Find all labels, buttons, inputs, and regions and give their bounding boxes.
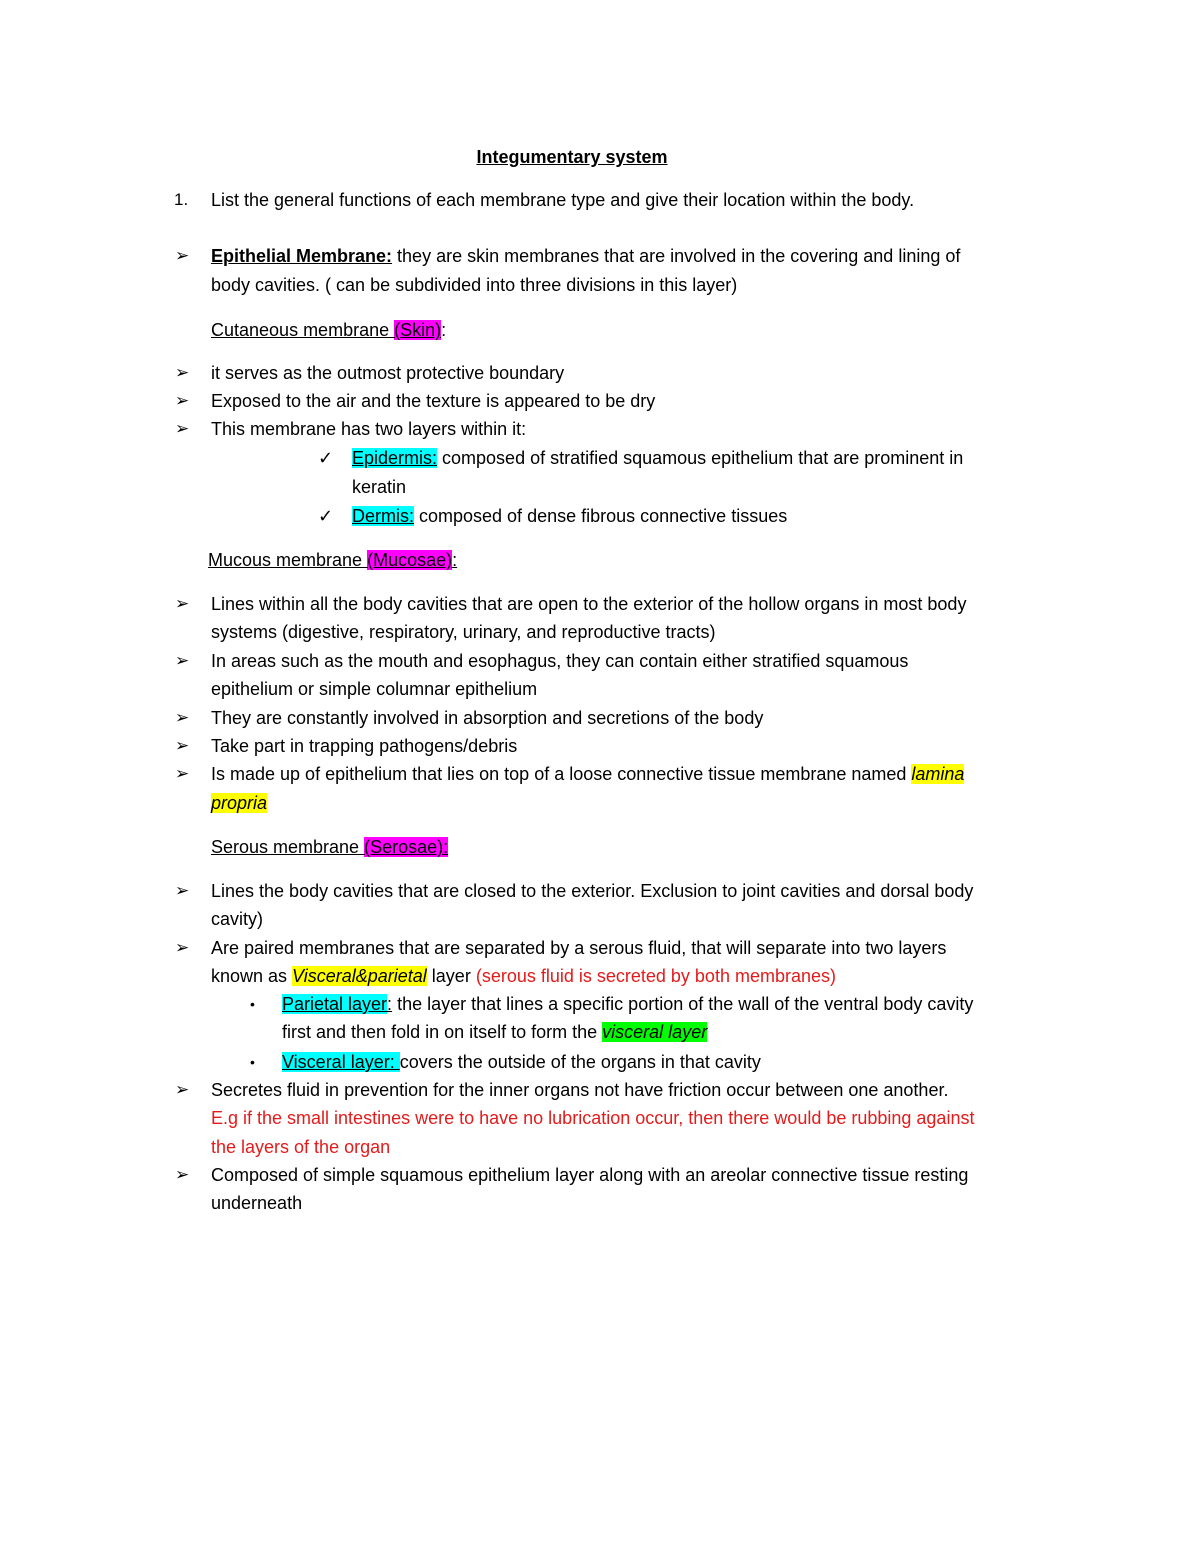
arrow-bullet-icon: ➢ [175,881,190,900]
serous-bullet-2-line-2: known as Visceral&parietal layer (serous fluid is secreted by both membranes) [211,966,836,986]
serous-bullet-2-line-1: Are paired membranes that are separated by a serous fluid, that will separate into two layers [211,938,947,958]
mucous-bullet-5-line-1: Is made up of epithelium that lies on top of a loose connective tissue membrane named lamina [211,764,965,784]
epithelial-line-2: body cavities. ( can be subdivided into three divisions in this layer) [211,275,738,295]
cutaneous-tag: (Skin) [394,320,442,340]
dot-bullet-icon: • [250,996,255,1012]
dot-bullet-icon: • [250,1054,255,1070]
question-number: 1. [174,190,189,209]
visceral-parietal-term: Visceral&parietal [292,966,427,986]
parietal-term: Parietal layer [282,994,388,1014]
mucous-bullet-5-line-2 [211,789,267,817]
mucous-bullet-1-line-1: Lines within all the body cavities that are open to the exterior of the hollow organs in most body [211,594,967,614]
epidermis-term: Epidermis: [352,448,438,468]
arrow-bullet-icon: ➢ [175,764,190,783]
mucous-bullet-2-line-1: In areas such as the mouth and esophagus, they can contain either stratified squamous [211,651,909,671]
mucous-tag: (Mucosae) [367,550,453,570]
serous-bullet-3-line-2: E.g if the small intestines were to have no lubrication occur, then there would be rubbing against [211,1108,975,1128]
visceral-layer-term: visceral layer [602,1022,708,1042]
mucous-bullet-1-line-2: systems (digestive, respiratory, urinary, and reproductive tracts) [211,622,716,642]
arrow-bullet-icon: ➢ [175,708,190,727]
arrow-bullet-icon: ➢ [175,363,190,382]
mucous-bullet-3: They are constantly involved in absorption and secretions of the body [211,708,764,728]
arrow-bullet-icon: ➢ [175,736,190,755]
dermis-term: Dermis: [352,506,414,526]
serous-bullet-1-line-1: Lines the body cavities that are closed to the exterior. Exclusion to joint cavities and dorsal body [211,881,974,901]
arrow-bullet-icon: ➢ [175,1080,190,1099]
cutaneous-bullet-2: Exposed to the air and the texture is appeared to be dry [211,391,656,411]
mucous-bullet-2-line-2: epithelium or simple columnar epithelium [211,679,538,699]
epidermis-line: Epidermis: composed of stratified squamous epithelium that are prominent in [352,448,964,468]
arrow-bullet-icon: ➢ [175,391,190,410]
epithelial-text: they are skin membranes that are involved in the covering and lining of [392,246,961,266]
lamina-term: lamina [911,764,965,784]
cutaneous-bullet-1: it serves as the outmost protective boundary [211,363,565,383]
arrow-bullet-icon: ➢ [175,419,190,438]
propria-term: propria [211,793,268,813]
arrow-bullet-icon: ➢ [175,246,190,265]
arrow-bullet-icon: ➢ [175,1165,190,1184]
cutaneous-bullet-3: This membrane has two layers within it: [211,419,527,439]
serous-bullet-4-line-2: underneath [211,1193,303,1213]
page-title: Integumentary system [476,147,668,167]
parietal-line-1: Parietal layer: the layer that lines a specific portion of the wall of the ventral body cavity [282,994,974,1014]
serous-bullet-4-line-1: Composed of simple squamous epithelium layer along with an areolar connective tissue resting [211,1165,969,1185]
mucous-bullet-4: Take part in trapping pathogens/debris [211,736,518,756]
parietal-line-2: first and then fold in on itself to form the visceral layer [282,1022,708,1042]
serous-bullet-1-line-2: cavity) [211,909,264,929]
epithelial-line-1 [211,242,960,270]
mucous-heading: Mucous membrane (Mucosae): [208,550,458,570]
cutaneous-heading: Cutaneous membrane (Skin): [211,320,447,340]
serous-tag: (Serosae): [364,837,449,857]
serous-red-note: (serous fluid is secreted by both membranes) [475,966,836,986]
visceral-line: Visceral layer: covers the outside of the organs in that cavity [282,1052,761,1072]
arrow-bullet-icon: ➢ [175,594,190,613]
checkmark-icon: ✓ [318,448,334,468]
serous-bullet-3-line-1: Secretes fluid in prevention for the inner organs not have friction occur between one another. [211,1080,949,1100]
arrow-bullet-icon: ➢ [175,938,190,957]
visceral-term: Visceral layer: [282,1052,400,1072]
dermis-line: Dermis: composed of dense fibrous connective tissues [352,506,788,526]
arrow-bullet-icon: ➢ [175,651,190,670]
serous-heading: Serous membrane (Serosae): [211,837,449,857]
epithelial-term: Epithelial Membrane: [211,246,393,266]
epidermis-cont: keratin [352,477,407,497]
question-text: List the general functions of each membrane type and give their location within the body. [211,190,915,210]
serous-bullet-3-line-3: the layers of the organ [211,1137,391,1157]
checkmark-icon: ✓ [318,506,334,526]
